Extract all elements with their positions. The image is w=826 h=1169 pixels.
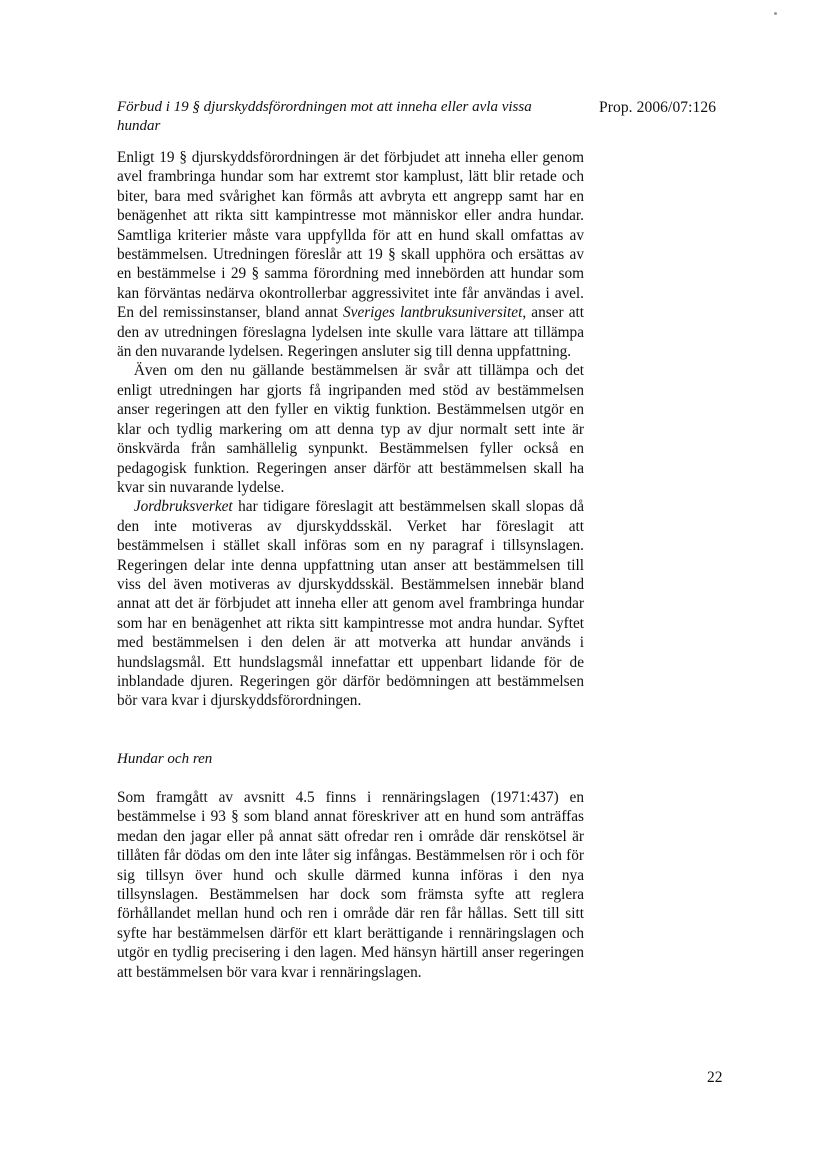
italic-name: Jordbruksverket (133, 498, 233, 516)
paragraph-3 (117, 497, 584, 710)
paragraph-text: Jordbruksverket har tidigare föreslagit att bestämmelsen skall slopas då den inte motiveras av djurskyddsskäl. Verket har föreslagit att bestämmelsen i stället skall införas som en ny paragraf i tillsynslagen. Regeringen delar inte denna uppfattning utan anser att bestämmelsen till viss del även motiveras av djurskyddsskäl. Bestämmelsen innebär bland annat att det är förbjudet att inneha eller att genom avel frambringa hundar som har en benägenhet att rikta sitt kampintresse mot andra hundar. Syftet med bestämmelsen i den delen är att motverka att hundar används i hundslagsmål. Ett hundslagsmål innefattar ett uppenbart lidande för de inblandade djuren. Regeringen gör därför bedömningen att bestämmelsen bör vara kvar i djurskyddsförordningen. (117, 498, 584, 710)
section-body-forbud (117, 148, 584, 711)
page-number: 22 (707, 1069, 723, 1086)
scan-speck (774, 12, 777, 15)
paragraph-text: Även om den nu gällande bestämmelsen är svår att tillämpa och det enligt utredningen har gjorts få ingripanden med stöd av bestämmelsen anser regeringen att den fyller en viktig funktion. Bestämmelsen utgör en klar och tydlig markering om att denna typ av djur normalt sett inte är önskvärda från samhällelig synpunkt. Bestämmelsen fyller också en pedagogisk funktion. Regeringen anser därför att bestämmelsen skall ha kvar sin nuvarande lydelse. (117, 362, 584, 496)
paragraph-1 (117, 788, 584, 982)
section-body-hundar-och-ren (117, 788, 584, 982)
section-heading-hundar-och-ren: Hundar och ren (117, 751, 213, 767)
italic-name: Sveriges lantbruksuniversitet (343, 304, 523, 322)
section-heading-forbud: Förbud i 19 § djurskyddsförordningen mot att inneha eller avla vissa hundar (117, 99, 532, 134)
paragraph-1 (117, 148, 584, 361)
proposition-reference: Prop. 2006/07:126 (599, 99, 717, 116)
paragraph-text: Som framgått av avsnitt 4.5 finns i rennäringslagen (1971:437) en bestämmelse i 93 § som bland annat föreskriver att en hund som anträffas medan den jagar eller på annat sätt ofredar ren i område där renskötsel är tillåten får dödas om den inte låter sig infångas. Bestämmelsen rör i och för sig tillsyn över hund och skulle därmed kunna införas i den nya tillsynslagen. Bestämmelsen har dock som främsta syfte att reglera förhållandet mellan hund och ren i område där ren får hållas. Sett till sitt syfte har bestämmelsen därför ett klart berättigande i rennäringslagen och utgör en tydlig precisering i den lagen. Med hänsyn härtill anser regeringen att bestämmelsen bör vara kvar i rennäringslagen. (117, 789, 584, 981)
paragraph-2 (117, 361, 584, 497)
paragraph-text: Enligt 19 § djurskyddsförordningen är det förbjudet att inneha eller genom avel frambringa hundar som har extremt stor kamplust, lätt blir retade och biter, bara med svårighet kan förmås att avbryta ett angrepp samt har en benägenhet att rikta sitt kampintresse mot människor eller andra hundar. Samtliga kriterier måste vara uppfyllda för att en hund skall omfattas av bestämmelsen. Utredningen föreslår att 19 § skall upphöra och ersättas av en bestämmelse i 29 § samma förordning med innebörden att hundar som kan förväntas nedärva okontrollerbar aggressivitet inte får användas i avel. En del remissinstanser, bland annat Sveriges lantbruksuniversitet, anser att den av utredningen föreslagna lydelsen inte skulle vara lättare att tillämpa än den nuvarande lydelsen. Regeringen ansluter sig till denna uppfattning. (117, 149, 584, 361)
